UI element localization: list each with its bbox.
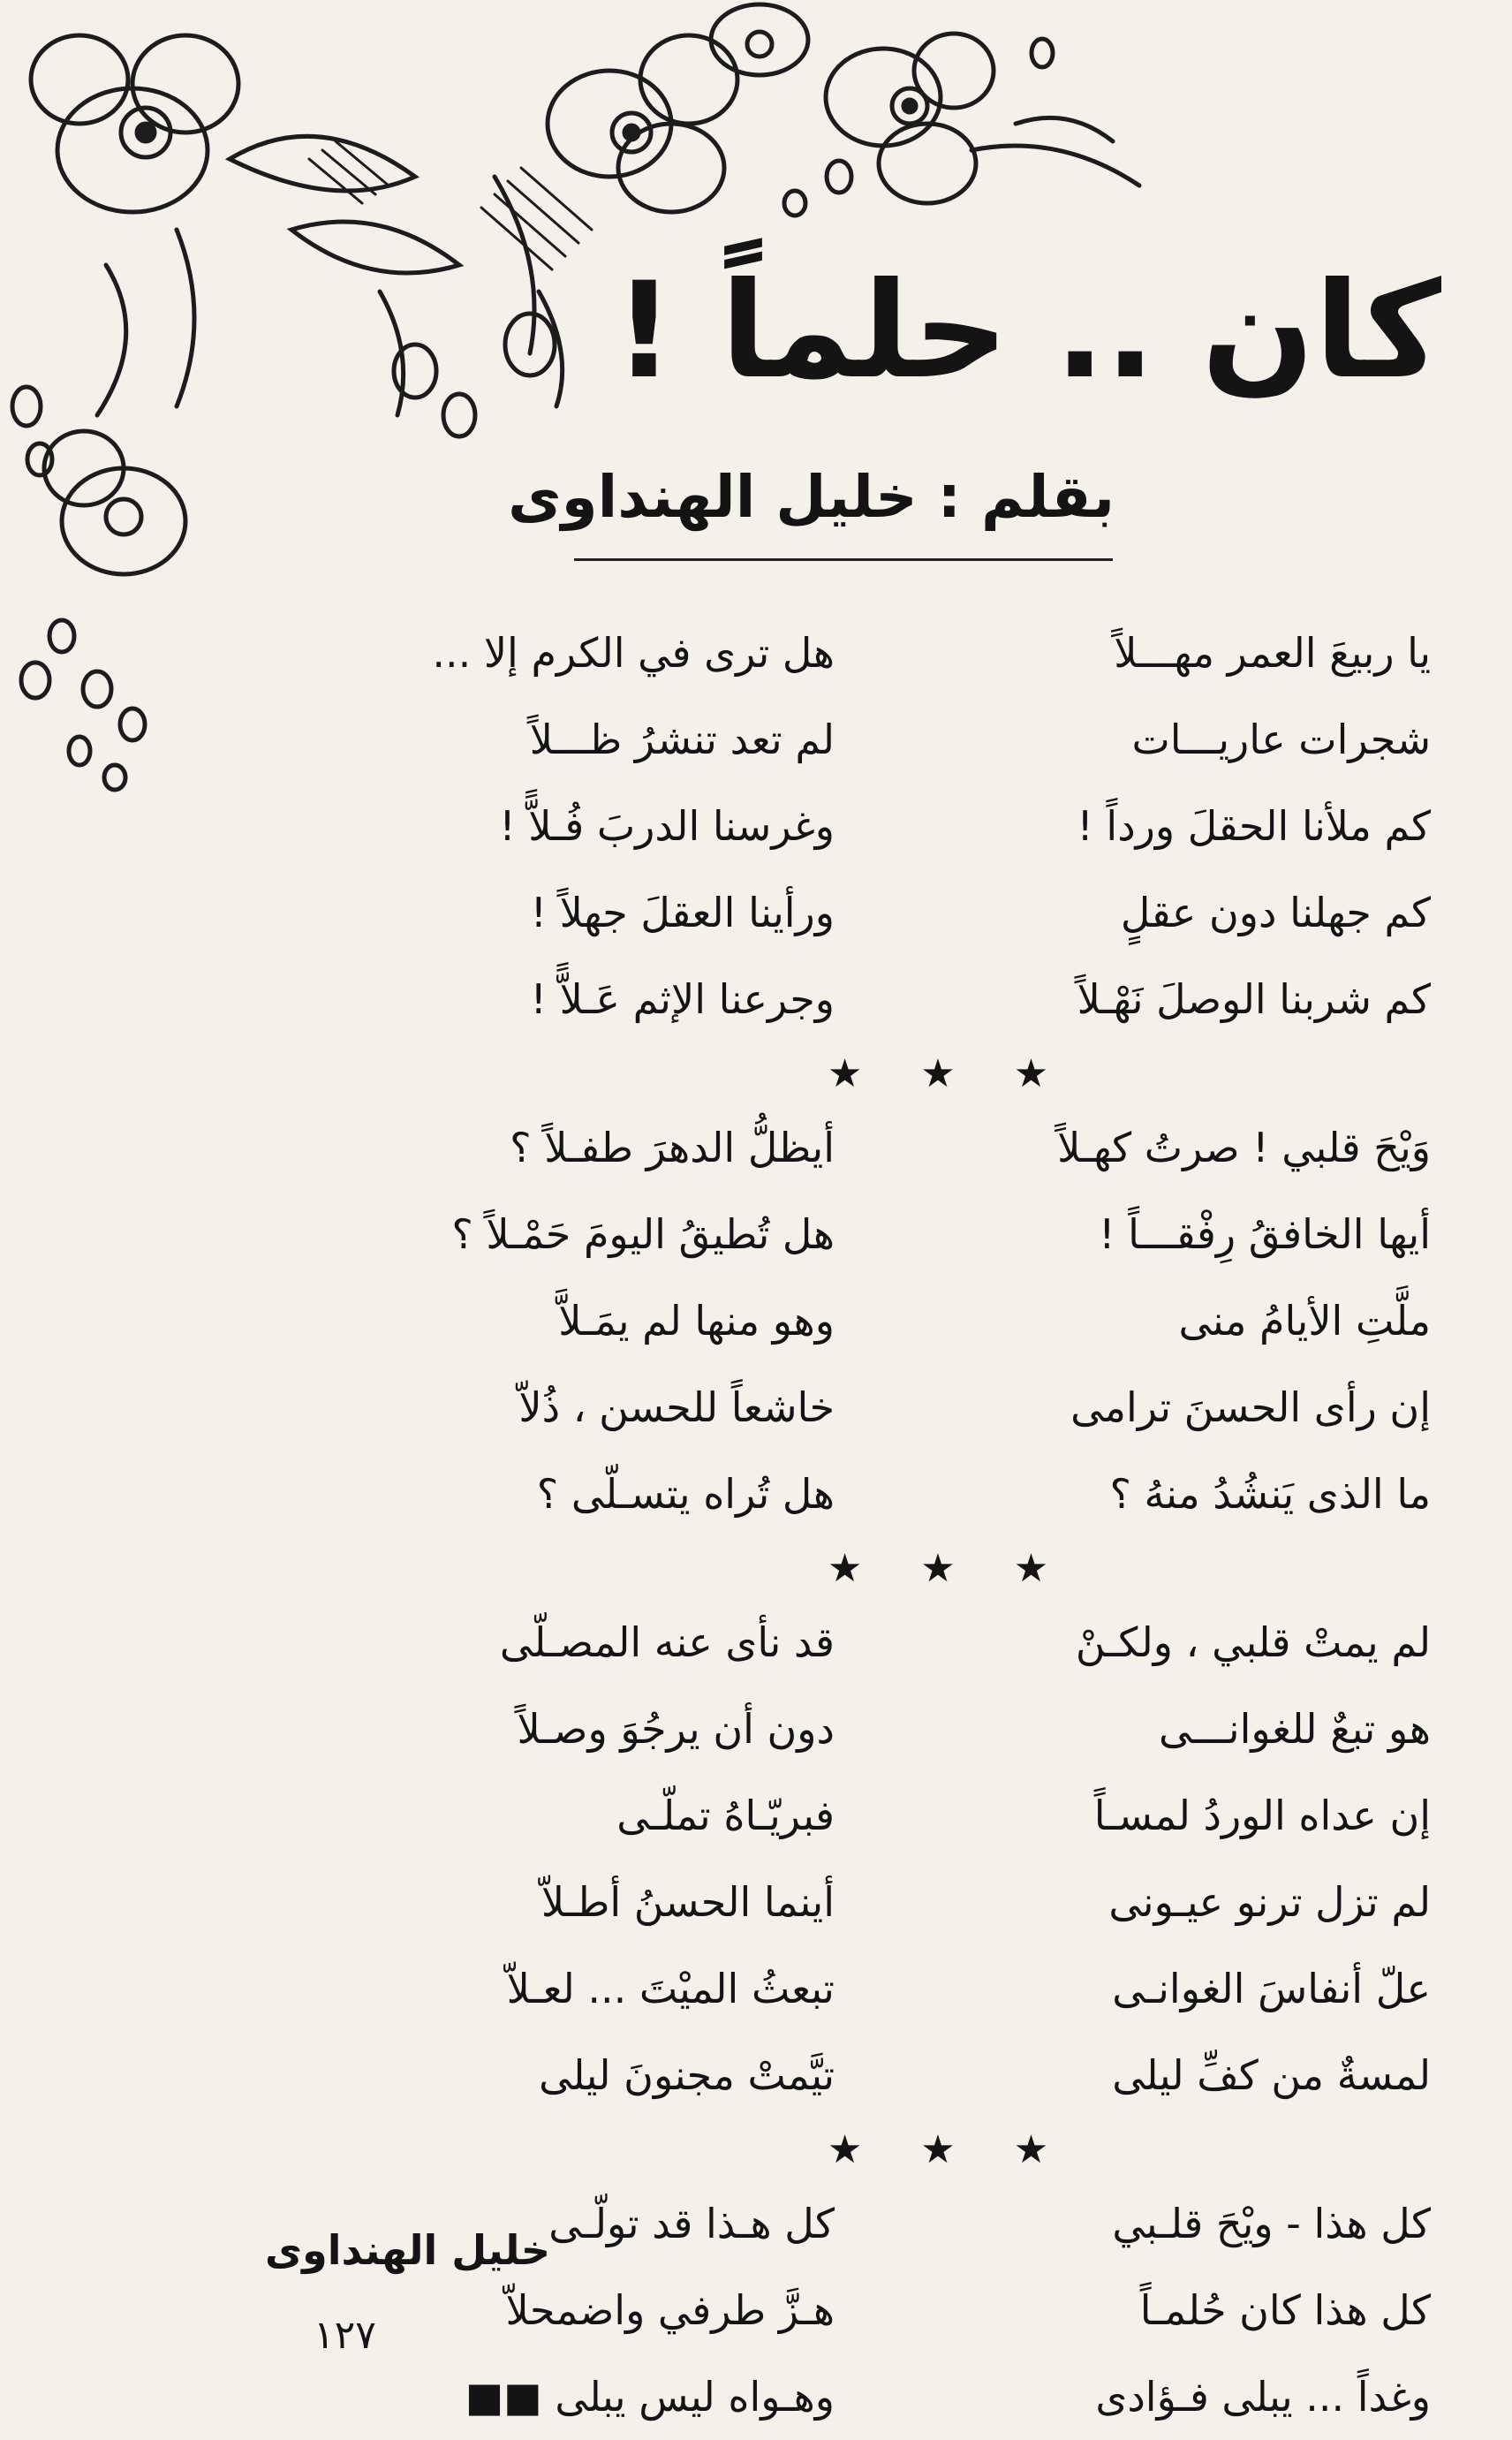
page-title: كان .. حلماً ! xyxy=(614,254,1441,408)
stanza xyxy=(238,1104,1440,1537)
second-hemistich: هـزَّ طرفي واضمحلاّ xyxy=(505,2286,835,2334)
first-hemistich: وغداً ... يبلى فـؤادى xyxy=(1095,2373,1431,2421)
first-hemistich: علّ أنفاسَ الغوانـى xyxy=(1112,1965,1431,2012)
poem-line xyxy=(238,1859,1440,1945)
poem-line xyxy=(238,1104,1440,1191)
poem-line xyxy=(238,1686,1440,1772)
poem-line xyxy=(238,1191,1440,1277)
poem-line xyxy=(238,2032,1440,2118)
second-hemistich: وغرسنا الدربَ فُـلاًّ ! xyxy=(499,802,835,850)
first-hemistich: كم ملأنا الحقلَ ورداً ! xyxy=(1077,802,1431,850)
first-hemistich: إن رأى الحسنَ ترامى xyxy=(1070,1383,1431,1431)
byline-underline xyxy=(574,558,1113,561)
stanza-separator: ★ ★ ★ xyxy=(827,2126,1072,2172)
poem-line xyxy=(238,610,1440,696)
stanza xyxy=(238,610,1440,1042)
first-hemistich: يا ربيعَ العمر مهـــلاً xyxy=(1114,629,1431,677)
poem-line xyxy=(238,1451,1440,1537)
stanza-separator: ★ ★ ★ xyxy=(827,1545,1072,1591)
second-hemistich: دون أن يرجُوَ وصـلاً xyxy=(517,1705,835,1753)
stanza xyxy=(238,1599,1440,2118)
poem-line xyxy=(238,1364,1440,1451)
byline: بقلم : خليل الهنداوى xyxy=(508,463,1115,531)
second-hemistich: خاشعاً للحسن ، ذُلاّ xyxy=(518,1383,835,1431)
second-hemistich: تيَّمتْ مجنونَ ليلى xyxy=(539,2051,835,2099)
first-hemistich: ملَّتِ الأيامُ منى xyxy=(1178,1297,1431,1345)
flower-1 xyxy=(31,35,238,212)
second-hemistich: أينما الحسنُ أطـلاّ xyxy=(541,1878,835,1926)
flower-5 xyxy=(44,431,185,574)
poem xyxy=(238,610,1440,2440)
poem-line xyxy=(238,1599,1440,1686)
second-hemistich: فبريّـاهُ تملّـى xyxy=(616,1792,835,1839)
first-hemistich: لم تزل ترنو عيـونى xyxy=(1108,1878,1431,1926)
poem-line xyxy=(238,696,1440,783)
second-hemistich: وجرعنا الإثم عَـلاًّ ! xyxy=(530,975,835,1023)
poem-line xyxy=(238,2353,1440,2440)
poem-line xyxy=(238,783,1440,869)
first-hemistich: كل هذا كان حُلمـاً xyxy=(1139,2286,1431,2334)
first-hemistich: كل هذا - ويْحَ قلـبي xyxy=(1112,2200,1431,2247)
second-hemistich: كل هـذا قد تولّـى xyxy=(548,2200,835,2247)
first-hemistich: شجرات عاريـــات xyxy=(1131,716,1431,763)
second-hemistich: تبعثُ الميْتَ ... لعـلاّ xyxy=(506,1965,835,2012)
first-hemistich: كم جهلنا دون عقلٍ xyxy=(1120,889,1431,936)
stanza xyxy=(238,2180,1440,2440)
second-hemistich: قد نأى عنه المصـلّى xyxy=(499,1618,835,1666)
second-hemistich: هل تُراه يتسـلّى ؟ xyxy=(536,1470,835,1518)
page-number: ١٢٧ xyxy=(314,2313,376,2358)
first-hemistich: كم شربنا الوصلَ نَهْـلاً xyxy=(1077,975,1431,1023)
first-hemistich: لم يمتْ قلبي ، ولكـنْ xyxy=(1075,1618,1431,1666)
poem-line xyxy=(238,2267,1440,2353)
first-hemistich: وَيْحَ قلبي ! صرتُ كهـلاً xyxy=(1057,1124,1431,1171)
first-hemistich: إن عداه الوردُ لمسـاً xyxy=(1093,1792,1431,1839)
poem-line xyxy=(238,1772,1440,1859)
author-signature: خليل الهنداوى xyxy=(265,2226,551,2274)
stanza-separator: ★ ★ ★ xyxy=(827,1050,1072,1096)
poem-line xyxy=(238,869,1440,956)
second-hemistich: هل تُطيقُ اليومَ حَمْـلاً ؟ xyxy=(451,1210,835,1258)
poem-line xyxy=(238,1945,1440,2032)
second-hemistich: هل ترى في الكرم إلا ... xyxy=(432,629,835,677)
second-hemistich: أيظلُّ الدهرَ طفـلاً ؟ xyxy=(510,1124,835,1171)
first-hemistich: ما الذى يَنشُدُ منهُ ؟ xyxy=(1109,1470,1431,1518)
poem-line xyxy=(238,1277,1440,1364)
first-hemistich: أيها الخافقُ رِفْقـــاً ! xyxy=(1099,1210,1431,1258)
poem-line xyxy=(238,956,1440,1042)
second-hemistich: ورأينا العقلَ جهلاً ! xyxy=(530,889,835,936)
first-hemistich: لمسةٌ من كفِّ ليلى xyxy=(1112,2051,1431,2099)
first-hemistich: هو تبعٌ للغوانـــى xyxy=(1159,1705,1431,1753)
flower-2 xyxy=(548,35,737,212)
flower-4 xyxy=(711,4,808,75)
second-hemistich: لم تعد تنشرُ ظـــلاً xyxy=(529,716,835,763)
second-hemistich: وهو منها لم يمَـلاَّ xyxy=(558,1297,835,1345)
second-hemistich: وهـواه ليس يبلى ■■ xyxy=(465,2373,835,2421)
